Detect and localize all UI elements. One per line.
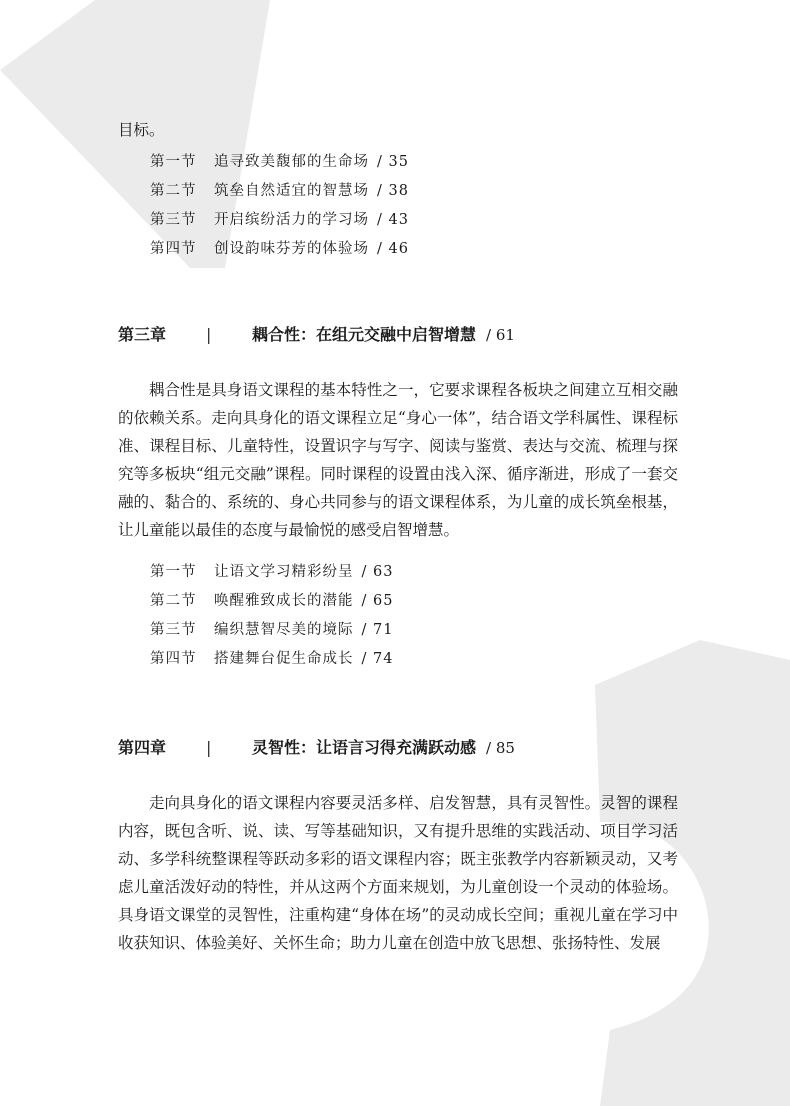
section-title: 让语文学习精彩纷呈 [214,564,354,580]
section-title: 创设韵味芬芳的体验场 [214,241,369,257]
chapter-paragraph: 走向具身化的语文课程内容要灵活多样、启发智慧，具有灵智性。灵智的课程内容，既包含听、说、读、写等基础知识，又有提升思维的实践活动、项目学习活动、多学科统整课程等跃动多彩的语文课程内容；既主张教学内容新颖灵动，又考虑儿童活泼好动的特性，并从这两个方面来规划，为儿童创设一个灵动的体验场。具身语文课堂的灵智性，注重构建“身体在场”的灵动成长空间；重视儿童在学习中收获知识、体验美好、关怀生命；助力儿童在创造中放飞思想、张扬特性、发展 [118,794,678,952]
chapter-divider: | [206,738,212,757]
section-number: 第一节 [150,564,197,580]
section-title: 开启缤纷活力的学习场 [214,212,369,228]
chapter-paragraph: 耦合性是具身语文课程的基本特性之一，它要求课程各板块之间建立互相交融的依赖关系。走向具身化的语文课程立足“身心一体”，结合语文学科属性、课程标准、课程目标、儿童特性，设置识字与写字、阅读与鉴赏、表达与交流、梳理与探究等多板块“组元交融”课程。同时课程的设置由浅入深、循序渐进，形成了一套交融的、黏合的、系统的、身心共同参与的语文课程体系，为儿童的成长筑垒根基，让儿童能以最佳的态度与最愉悦的感受启智增慧。 [118,381,678,539]
toc-item[interactable] [150,618,393,639]
toc-item[interactable] [150,179,409,200]
chapter-divider: | [206,325,212,344]
section-number: 第四节 [150,241,197,257]
section-page: / 63 [361,564,394,580]
chapter-page: / 61 [486,326,515,344]
toc-item[interactable] [150,208,409,229]
chapter-number: 第四章 [118,738,167,757]
toc-item[interactable] [150,150,409,171]
section-title: 追寻致美馥郁的生命场 [214,154,369,170]
section-number: 第四节 [150,651,197,667]
chapter-page: / 85 [486,739,515,757]
section-number: 第二节 [150,593,197,609]
section-number: 第二节 [150,183,197,199]
section-number: 第三节 [150,622,197,638]
section-page: / 46 [377,241,409,257]
section-page: / 38 [377,183,409,199]
toc-item[interactable] [150,560,393,581]
toc-item[interactable] [150,589,393,610]
section-page: / 65 [361,593,394,609]
chapter-heading[interactable] [118,735,515,758]
section-page: / 74 [361,651,394,667]
section-page: / 35 [377,154,409,170]
intro-line: 目标。 [118,121,165,139]
chapter-number: 第三章 [118,325,167,344]
toc-item[interactable] [150,647,393,668]
section-number: 第一节 [150,154,197,170]
chapter-title: 灵智性：让语言习得充满跃动感 [252,738,477,757]
section-title: 唤醒雅致成长的潜能 [214,593,354,609]
section-number: 第三节 [150,212,197,228]
section-page: / 43 [377,212,409,228]
section-page: / 71 [361,622,394,638]
chapter-heading[interactable] [118,322,515,345]
section-title: 编织慧智尽美的境际 [214,622,354,638]
section-title: 搭建舞台促生命成长 [214,651,354,667]
chapter-title: 耦合性：在组元交融中启智增慧 [252,325,477,344]
section-title: 筑垒自然适宜的智慧场 [214,183,369,199]
toc-item[interactable] [150,237,409,258]
